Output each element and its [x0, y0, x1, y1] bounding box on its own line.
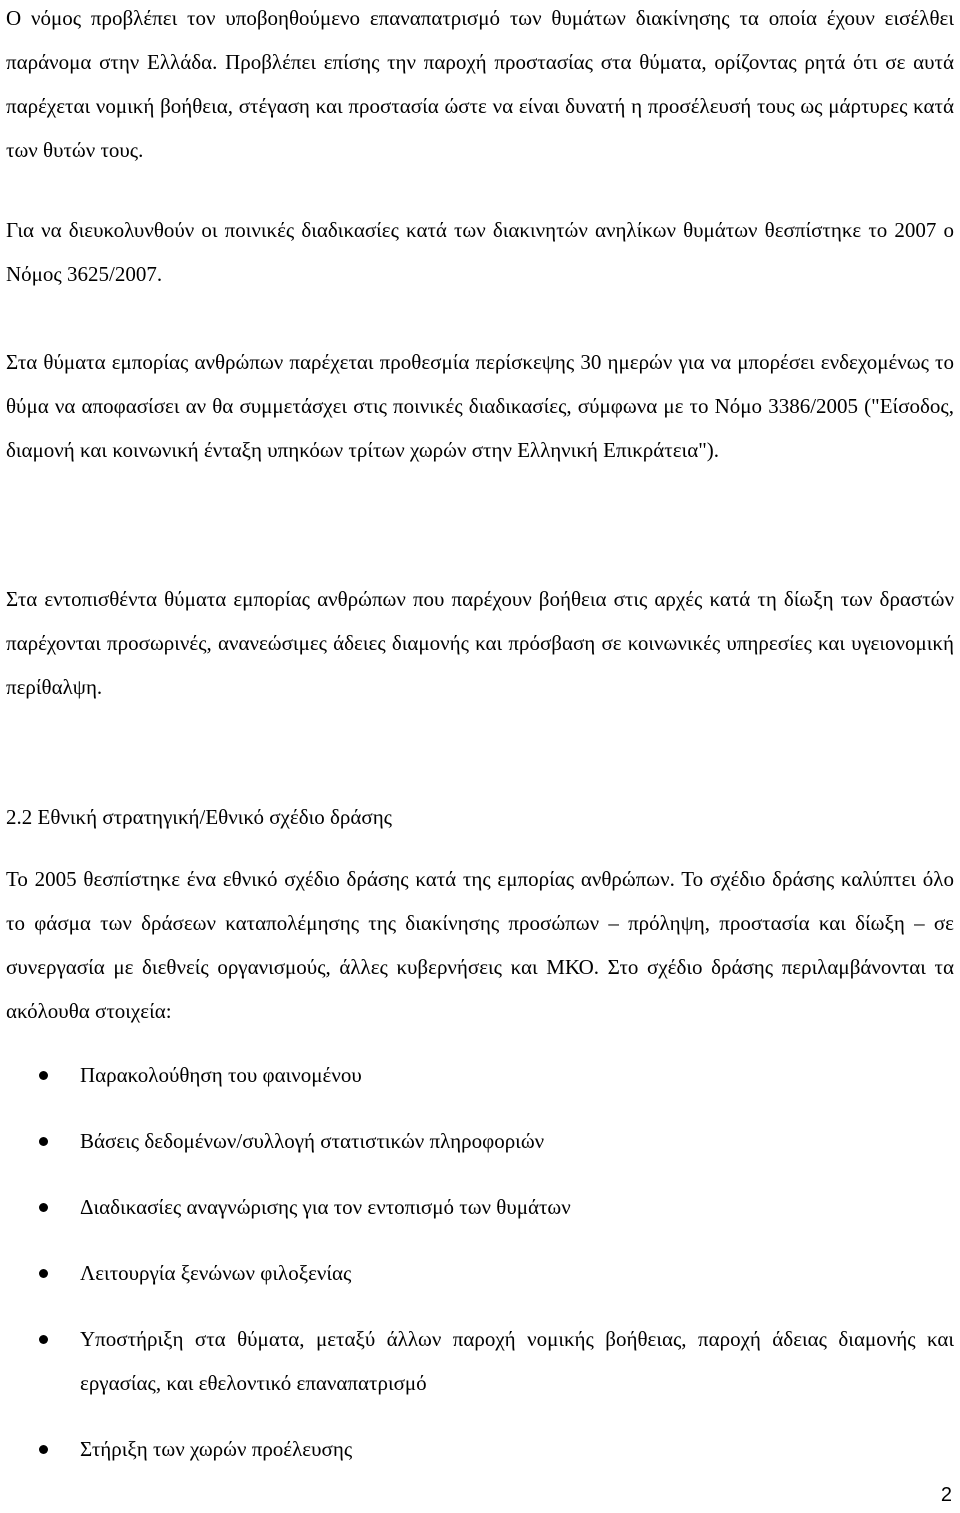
- paragraph-residence-permits: Στα εντοπισθέντα θύματα εμπορίας ανθρώπων που παρέχουν βοήθεια στις αρχές κατά τη δίωξη των δραστών παρέχονται προσωρινές, ανανεώσιμες άδειες διαμονής και πρόσβαση σε κοινωνικές υπηρεσίες και υγειονομική περίθαλψη.: [6, 587, 954, 699]
- bullet-icon: [39, 1203, 48, 1212]
- list-item: [6, 1185, 954, 1229]
- bullet-icon: [39, 1335, 48, 1344]
- list-item: [6, 1427, 954, 1471]
- list-item-text: Βάσεις δεδομένων/συλλογή στατιστικών πληροφοριών: [80, 1129, 545, 1153]
- list-item: [6, 1053, 954, 1097]
- paragraph-repatriation: Ο νόμος προβλέπει τον υποβοηθούμενο επαναπατρισμό των θυμάτων διακίνησης τα οποία έχουν εισέλθει παράνομα στην Ελλάδα. Προβλέπει επίσης την παροχή προστασίας στα θύματα, ορίζοντας ρητά ότι σε αυτά παρέχεται νομική βοήθεια, στέγαση και προστασία ώστε να είναι δυνατή η προσέλευσή τους ως μάρτυρες κατά των θυτών τους.: [6, 6, 954, 162]
- page-number: 2: [940, 1484, 952, 1506]
- paragraph-action-plan: Το 2005 θεσπίστηκε ένα εθνικό σχέδιο δράσης κατά της εμπορίας ανθρώπων. Το σχέδιο δράσης καλύπτει όλο το φάσμα των δράσεων καταπολέμησης της διακίνησης προσώπων – πρόληψη, προστασία και δίωξη – σε συνεργασία με διεθνείς οργανισμούς, άλλες κυβερνήσεις και ΜΚΟ. Στο σχέδιο δράσης περιλαμβάνονται τα ακόλουθα στοιχεία:: [6, 867, 954, 1023]
- list-item: [6, 1317, 954, 1405]
- list-item: [6, 1119, 954, 1163]
- paragraph-reflection-period: Στα θύματα εμπορίας ανθρώπων παρέχεται προθεσμία περίσκεψης 30 ημερών για να μπορέσει ενδεχομένως το θύμα να αποφασίσει αν θα συμμετάσχει στις ποινικές διαδικασίες, σύμφωνα με το Νόμο 3386/2005 ("Είσοδος, διαμονή και κοινωνική ένταξη υπηκόων τρίτων χωρών στην Ελληνική Επικράτεια").: [6, 350, 954, 462]
- bullet-icon: [39, 1445, 48, 1454]
- paragraph-minors-law: Για να διευκολυνθούν οι ποινικές διαδικασίες κατά των διακινητών ανηλίκων θυμάτων θεσπίστηκε το 2007 ο Νόμος 3625/2007.: [6, 218, 954, 286]
- list-item-text: Λειτουργία ξενώνων φιλοξενίας: [80, 1261, 352, 1285]
- list-item-text: Διαδικασίες αναγνώρισης για τον εντοπισμό των θυμάτων: [80, 1195, 571, 1219]
- list-item-text: Παρακολούθηση του φαινομένου: [80, 1063, 362, 1087]
- bullet-icon: [39, 1137, 48, 1146]
- list-item-text: Υποστήριξη στα θύματα, μεταξύ άλλων παροχή νομικής βοήθειας, παροχή άδειας διαμονής και εργασίας, και εθελοντικό επαναπατρισμό: [80, 1327, 954, 1395]
- list-item: [6, 1251, 954, 1295]
- section-heading: 2.2 Εθνική στρατηγική/Εθνικό σχέδιο δράσης: [6, 805, 392, 829]
- bullet-icon: [39, 1071, 48, 1080]
- list-item-text: Στήριξη των χωρών προέλευσης: [80, 1437, 353, 1461]
- bullet-icon: [39, 1269, 48, 1278]
- action-plan-list: [6, 1053, 954, 1471]
